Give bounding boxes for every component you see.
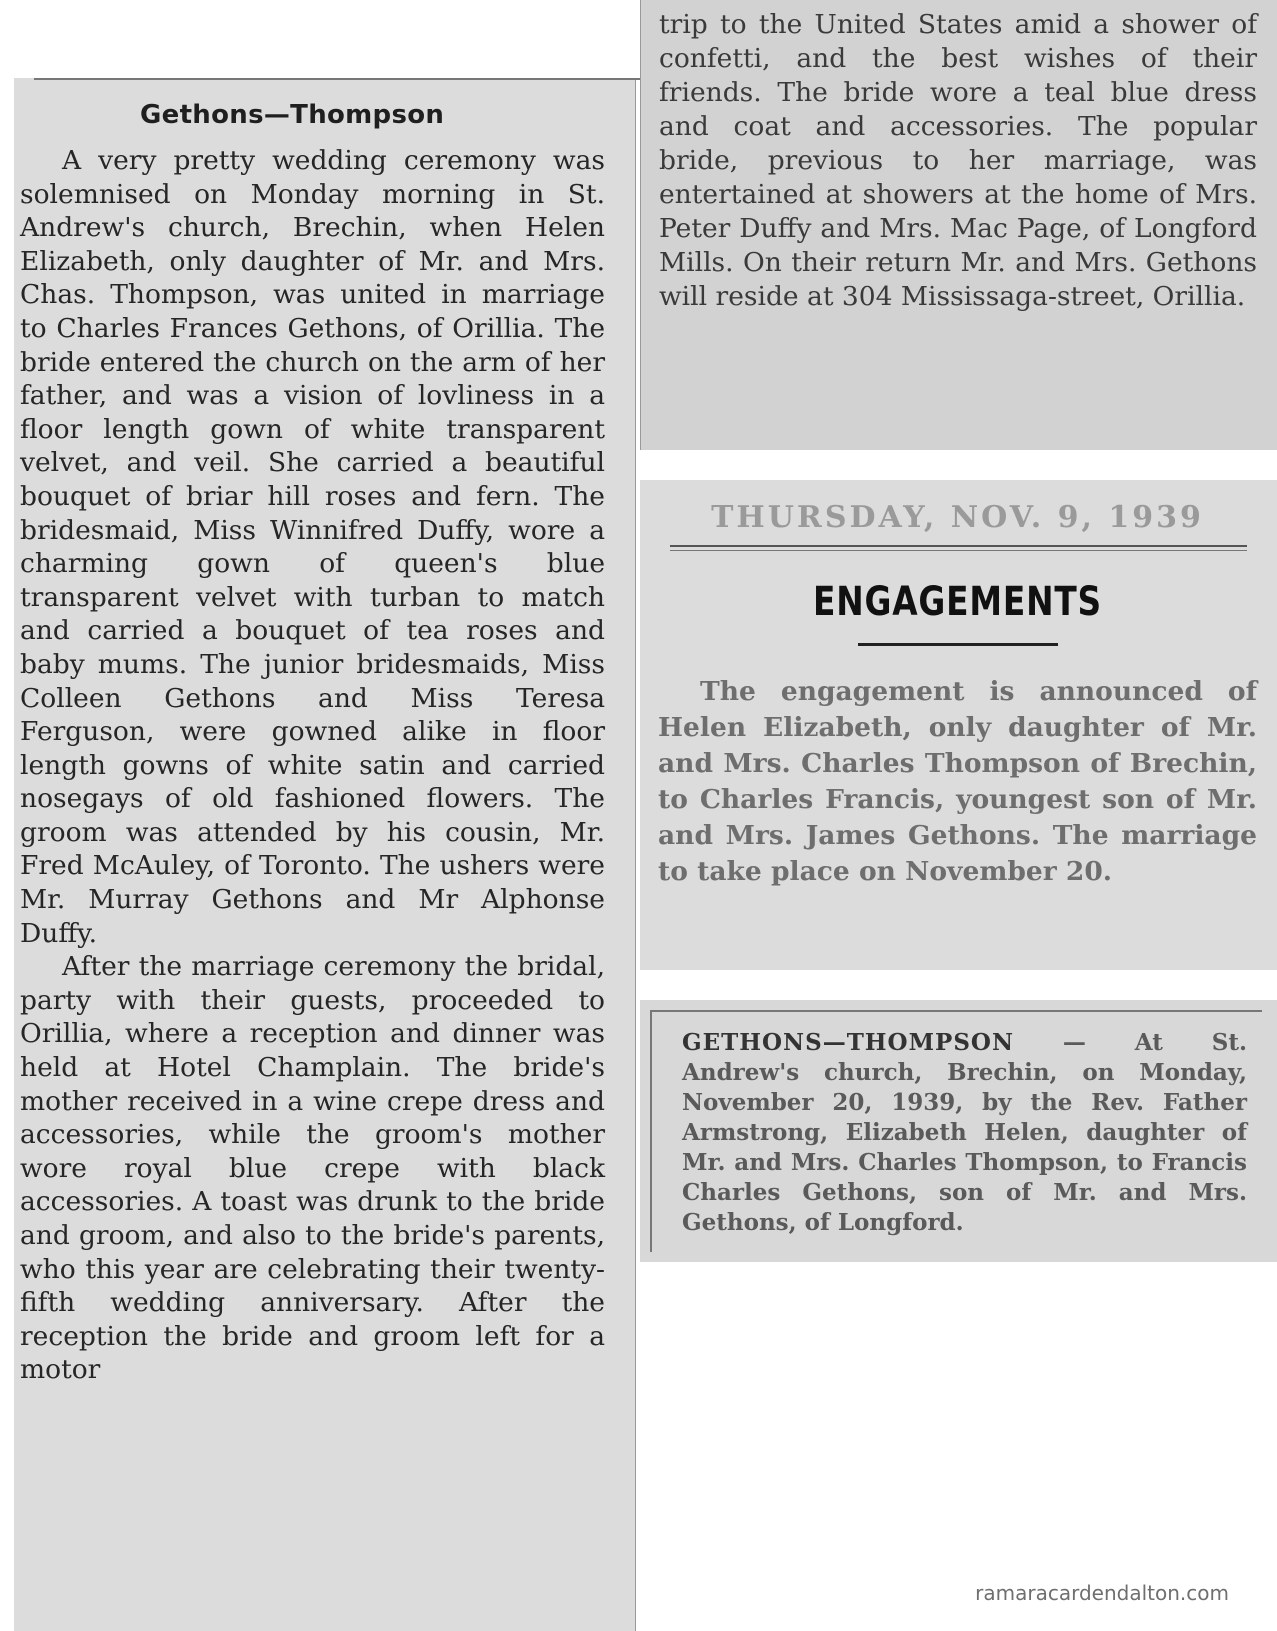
- article-paragraph-2: After the marriage ceremony the bridal, party with their guests, proceeded to Orillia, where a reception and dinner was held at Hotel Champlain. The bride's mother received in a wine crepe dress and accessories, while the groom's mother wore royal blue crepe with black accessories. A toast was drunk to the bride and groom, and also to the bride's parents, who this year are celebrating their twenty-fifth wedding anniversary. After the reception the bride and groom left for a motor: [20, 951, 605, 1386]
- dateline-rule: [670, 545, 1247, 551]
- blank-area: [636, 1262, 1277, 1631]
- wedding-article-clipping: [14, 78, 636, 1631]
- engagement-announcement: [658, 674, 1257, 890]
- marriage-notice: [658, 1000, 1255, 1238]
- article-headline: Gethons—Thompson: [140, 100, 445, 130]
- article-continuation-clipping: [640, 0, 1277, 450]
- clipping-fold-line: [34, 78, 649, 80]
- watermark: ramaracardendalton.com: [975, 1581, 1229, 1605]
- newspaper-dateline: THURSDAY, NOV. 9, 1939: [711, 500, 1204, 535]
- marriage-notice-clipping: [640, 1000, 1277, 1262]
- article-body: [20, 144, 605, 1387]
- engagements-clipping: [640, 480, 1277, 970]
- engagements-title: ENGAGEMENTS: [812, 579, 1102, 625]
- engagement-text: The engagement is announced of Helen Elizabeth, only daughter of Mr. and Mrs. Charles Thompson of Brechin, to Charles Francis, youngest son of Mr. and Mrs. James Gethons. The marriage to take place on November 20.: [658, 676, 1257, 887]
- article-paragraph-1: A very pretty wedding ceremony was solemnised on Monday morning in St. Andrew's church, Brechin, when Helen Elizabeth, only daughter of Mr. and Mrs. Chas. Thompson, was united in marriage to Charles Frances Gethons, of Orillia. The bride entered the church on the arm of her father, and was a vision of lovliness in a floor length gown of white transparent velvet, and veil. She carried a beautiful bouquet of briar hill roses and fern. The bridesmaid, Miss Winnifred Duffy, wore a charming gown of queen's blue transparent velvet with turban to match and carried a bouquet of tea roses and baby mums. The junior bridesmaids, Miss Colleen Gethons and Miss Teresa Ferguson, were gowned alike in floor length gowns of white satin and carried nosegays of old fashioned flowers. The groom was attended by his cousin, Mr. Fred McAuley, of Toronto. The ushers were Mr. Murray Gethons and Mr Alphonse Duffy.: [20, 145, 605, 949]
- notice-heading: GETHONS—THOMPSON: [682, 1029, 1014, 1056]
- article-continuation-text: trip to the United States amid a shower of confetti, and the best wishes of their friends. The bride wore a teal blue dress and coat and accessories. The popular bride, previous to her marriage, was entertained at showers at the home of Mrs. Peter Duffy and Mrs. Mac Page, of Longford Mills. On their return Mr. and Mrs. Gethons will reside at 304 Mississaga-street, Orillia.: [659, 9, 1257, 312]
- title-rule: [858, 643, 1058, 646]
- notice-text: — At St. Andrew's church, Brechin, on Monday, November 20, 1939, by the Rev. Father Armstrong, Elizabeth Helen, daughter of Mr. and Mrs. Charles Thompson, to Francis Charles Gethons, son of Mr. and Mrs. Gethons, of Longford.: [682, 1029, 1247, 1236]
